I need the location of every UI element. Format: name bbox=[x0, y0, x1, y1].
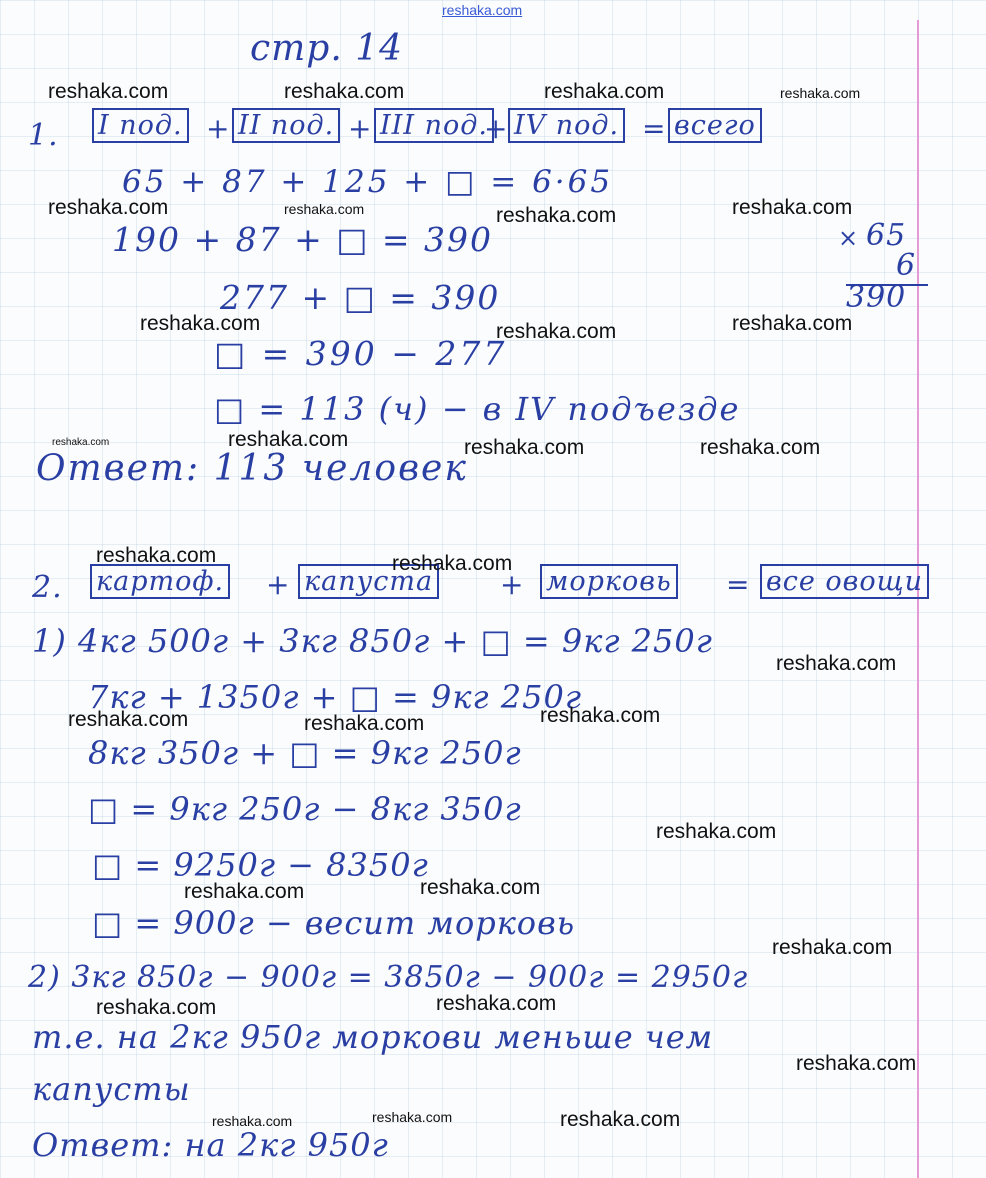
watermark: reshaka.com bbox=[284, 80, 405, 103]
task1-term bbox=[92, 110, 189, 141]
watermark: reshaka.com bbox=[284, 201, 365, 217]
multiply-sign: × bbox=[838, 224, 860, 252]
watermark: reshaka.com bbox=[304, 712, 425, 735]
watermark: reshaka.com bbox=[772, 936, 893, 959]
watermark: reshaka.com bbox=[776, 652, 897, 675]
task1-line: 65 + 87 + 125 + □ = 6·65 bbox=[122, 164, 614, 200]
task2-term-box: все овощи bbox=[760, 564, 929, 599]
plus-sign: + bbox=[500, 568, 525, 601]
watermark: reshaka.com bbox=[420, 876, 541, 899]
task2-line: т.е. на 2кг 950г моркови меньше чем bbox=[32, 1018, 714, 1056]
watermark: reshaka.com bbox=[732, 196, 853, 219]
task2-term bbox=[540, 566, 678, 597]
task2-number: 2. bbox=[32, 570, 63, 605]
task1-line: □ = 113 (ч) − в IV подъезде bbox=[214, 390, 741, 428]
watermark: reshaka.com bbox=[48, 196, 169, 219]
watermark: reshaka.com bbox=[496, 204, 617, 227]
equals-sign: = bbox=[642, 112, 667, 145]
task1-line: □ = 390 − 277 bbox=[214, 334, 508, 373]
watermark: reshaka.com bbox=[732, 312, 853, 335]
plus-sign: + bbox=[348, 112, 373, 145]
task1-number: 1. bbox=[28, 118, 59, 153]
watermark: reshaka.com bbox=[780, 85, 861, 101]
task1-line: 190 + 87 + □ = 390 bbox=[112, 220, 494, 259]
equals-sign: = bbox=[726, 568, 751, 601]
task2-line: □ = 9кг 250г − 8кг 350г bbox=[88, 790, 522, 828]
task2-line: 2) 3кг 850г − 900г = 3850г − 900г = 2950г bbox=[28, 960, 749, 995]
watermark: reshaka.com bbox=[184, 880, 305, 903]
page-label: стр. 14 bbox=[250, 28, 404, 69]
task1-term-box: I под. bbox=[92, 108, 189, 143]
task2-line: 7кг + 1350г + □ = 9кг 250г bbox=[88, 678, 583, 716]
task1-term-box: III под. bbox=[374, 108, 494, 143]
task2-line: капусты bbox=[32, 1070, 191, 1108]
watermark: reshaka.com bbox=[372, 1109, 453, 1125]
watermark: reshaka.com bbox=[48, 80, 169, 103]
task2-line: □ = 9250г − 8350г bbox=[92, 846, 429, 884]
watermark: reshaka.com bbox=[96, 544, 217, 567]
plus-sign: + bbox=[206, 112, 231, 145]
plus-sign: + bbox=[484, 112, 509, 145]
task2-term-box: картоф. bbox=[90, 564, 230, 599]
watermark: reshaka.com bbox=[68, 708, 189, 731]
watermark: reshaka.com bbox=[140, 312, 261, 335]
margin-line bbox=[917, 20, 919, 1178]
watermark: reshaka.com bbox=[796, 1052, 917, 1075]
watermark: reshaka.com bbox=[96, 996, 217, 1019]
task1-term-box: всего bbox=[668, 108, 762, 143]
site-link[interactable]: reshaka.com bbox=[442, 2, 523, 18]
task1-term bbox=[232, 110, 340, 141]
task2-line: 1) 4кг 500г + 3кг 850г + □ = 9кг 250г bbox=[32, 622, 713, 660]
watermark: reshaka.com bbox=[700, 436, 821, 459]
factor-two: 6 bbox=[896, 248, 917, 283]
watermark: reshaka.com bbox=[436, 992, 557, 1015]
watermark: reshaka.com bbox=[212, 1113, 293, 1129]
watermark: reshaka.com bbox=[540, 704, 661, 727]
task1-term bbox=[374, 110, 494, 141]
watermark: reshaka.com bbox=[464, 436, 585, 459]
task2-term bbox=[760, 566, 929, 597]
product: 390 bbox=[846, 280, 907, 315]
task1-term-box: IV под. bbox=[508, 108, 625, 143]
plus-sign: + bbox=[266, 568, 291, 601]
watermark: reshaka.com bbox=[560, 1108, 681, 1131]
watermark: reshaka.com bbox=[52, 437, 110, 448]
task2-term-box: морковь bbox=[540, 564, 678, 599]
task1-answer: Ответ: 113 человек bbox=[36, 448, 468, 489]
watermark: reshaka.com bbox=[544, 80, 665, 103]
task2-term-box: капуста bbox=[298, 564, 439, 599]
task2-line: 8кг 350г + □ = 9кг 250г bbox=[88, 734, 522, 772]
task1-term bbox=[508, 110, 625, 141]
task1-term-box: II под. bbox=[232, 108, 340, 143]
factor-one: 65 bbox=[866, 218, 907, 253]
task2-answer: Ответ: на 2кг 950г bbox=[32, 1126, 389, 1164]
watermark: reshaka.com bbox=[228, 428, 349, 451]
task2-line: □ = 900г − весит морковь bbox=[92, 904, 576, 942]
task1-term bbox=[668, 110, 762, 141]
watermark: reshaka.com bbox=[392, 552, 513, 575]
task2-term bbox=[90, 566, 230, 597]
watermark: reshaka.com bbox=[496, 320, 617, 343]
column-multiplication bbox=[838, 218, 930, 314]
task1-line: 277 + □ = 390 bbox=[220, 278, 501, 317]
watermark: reshaka.com bbox=[656, 820, 777, 843]
